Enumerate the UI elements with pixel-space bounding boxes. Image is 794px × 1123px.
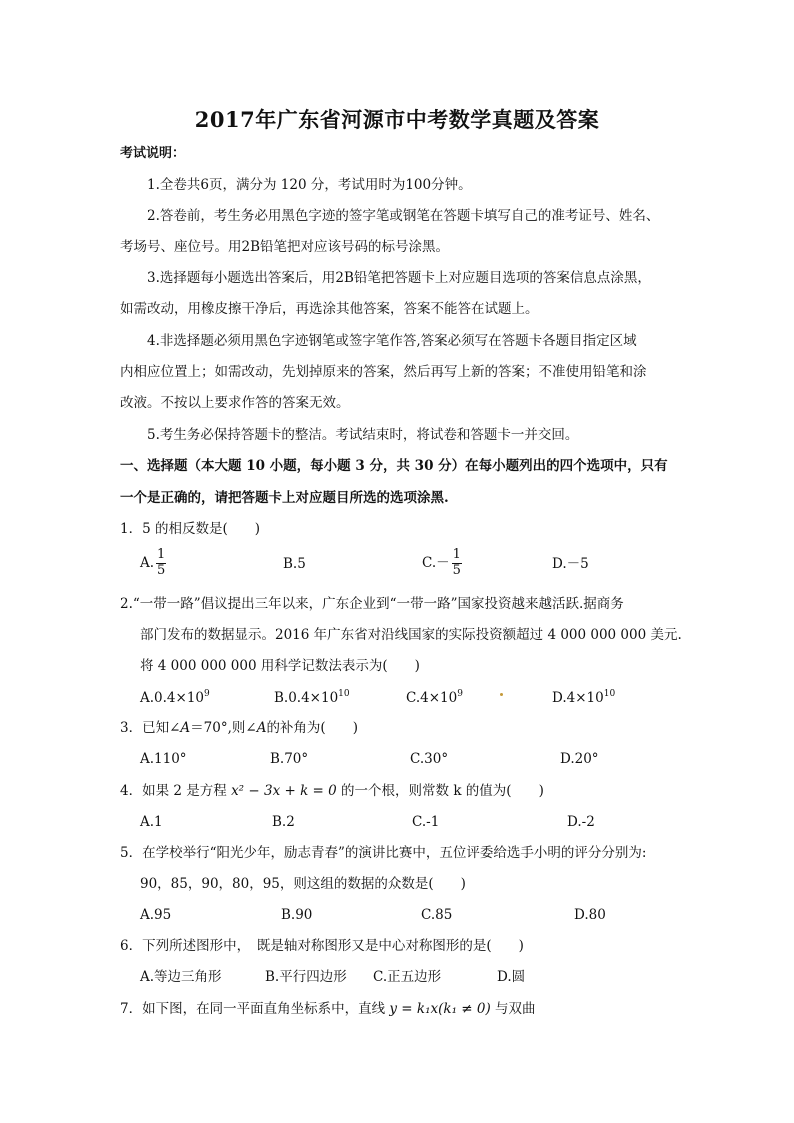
q7-stem-post: 与双曲	[490, 1001, 536, 1017]
q6-option-d: D.圆	[497, 969, 526, 985]
q4-stem	[120, 783, 544, 799]
q2-a-base: A.0.4×10	[140, 690, 204, 706]
section1-heading-line1: 一、选择题（本大题 10 小题，每小题 3 分，共 30 分）在每小题列出的四个选项中，只有	[120, 458, 668, 474]
q5-option-c: C.85	[421, 907, 453, 923]
q3-stem-mid: ＝70°,则∠	[190, 720, 257, 736]
instruction-2a: 2.答卷前，考生务必用黑色字迹的签字笔或钢笔在答题卡填写自己的准考证号、姓名、	[147, 208, 660, 224]
instruction-3a: 3.选择题每小题选出答案后，用2B铅笔把答题卡上对应题目选项的答案信息点涂黑，	[147, 270, 651, 286]
stray-dot-mark	[500, 693, 503, 696]
q2-a-exponent: 9	[204, 689, 210, 699]
q2-option-a	[140, 689, 210, 706]
q4-option-d: D.-2	[567, 814, 595, 830]
instruction-5: 5.考生务必保持答题卡的整洁。考试结束时，将试卷和答题卡一并交回。	[147, 427, 579, 443]
q2-b-exponent: 10	[338, 689, 350, 699]
q3-var-a2: A	[256, 720, 267, 736]
instruction-1: 1.全卷共6页，满分为 120 分，考试用时为100分钟。	[147, 177, 472, 193]
q5-option-d: D.80	[574, 907, 606, 923]
q1-c-fraction	[452, 548, 462, 579]
q1-option-d: D.－5	[552, 556, 589, 572]
instruction-3b: 如需改动，用橡皮擦干净后，再选涂其他答案，答案不能答在试题上。	[120, 301, 539, 317]
q6-option-a: A.等边三角形	[140, 969, 222, 985]
section1-heading-line2: 一个是正确的，请把答题卡上对应题目所选的选项涂黑.	[120, 490, 449, 506]
q2-d-base: D.4×10	[552, 690, 604, 706]
q1-option-c	[422, 548, 464, 579]
q2-option-d	[552, 689, 615, 706]
instruction-4b: 内相应位置上；如需改动，先划掉原来的答案，然后再写上新的答案；不准使用铅笔和涂	[120, 364, 647, 380]
q2-b-base: B.0.4×10	[274, 690, 339, 706]
instruction-4a: 4.非选择题必须用黑色字迹钢笔或签字笔作答,答案必须写在答题卡各题目指定区域	[147, 333, 637, 349]
q5-option-a: A.95	[140, 907, 172, 923]
q7-stem-pre: 7．如下图，在同一平面直角坐标系中，直线	[120, 1001, 390, 1017]
q3-option-a: A.110°	[140, 751, 187, 767]
instruction-4c: 改液。不按以上要求作答的答案无效。	[120, 395, 350, 411]
instruction-2b: 考场号、座位号。用2B铅笔把对应该号码的标号涂黑。	[120, 239, 450, 255]
q2-d-exponent: 10	[603, 689, 616, 699]
q4-option-b: B.2	[272, 814, 295, 830]
q3-option-c: C.30°	[410, 751, 449, 767]
q1-a-fraction	[156, 548, 166, 579]
q3-option-d: D.20°	[560, 751, 599, 767]
q4-option-a: A.1	[140, 814, 163, 830]
q5-line2: 90，85，90，80，95，则这组的数据的众数是( )	[140, 876, 466, 892]
q4-stem-pre: 4．如果 2 是方程	[120, 783, 232, 799]
q3-option-b: B.70°	[270, 751, 309, 767]
page-title: 2017年广东省河源市中考数学真题及答案	[194, 107, 600, 132]
q1-a-denominator: 5	[157, 562, 166, 578]
q6-option-b: B.平行四边形	[265, 969, 347, 985]
q1-option-a	[140, 548, 168, 579]
q1-a-prefix: A.	[140, 554, 155, 571]
q1-c-numerator: 1	[452, 547, 461, 562]
q2-c-exponent: 9	[457, 689, 463, 699]
q1-stem: 1．5 的相反数是( )	[120, 521, 261, 537]
q2-line3: 将 4 000 000 000 用科学记数法表示为( )	[140, 658, 420, 674]
q3-stem-post: 的补角为( )	[266, 720, 358, 736]
q1-c-denominator: 5	[452, 562, 461, 578]
q7-equation: y = k₁x(k₁ ≠ 0)	[389, 1001, 491, 1017]
q6-option-c: C.正五边形	[373, 969, 442, 985]
q6-stem: 6．下列所述图形中， 既是轴对称图形又是中心对称图形的是( )	[120, 938, 524, 954]
q5-option-b: B.90	[281, 907, 313, 923]
q1-a-numerator: 1	[157, 547, 166, 562]
q3-stem	[120, 720, 358, 736]
q1-option-b: B.5	[283, 556, 306, 572]
q2-c-base: C.4×10	[406, 690, 458, 706]
q4-equation: x² − 3x + k = 0	[231, 783, 337, 799]
q2-line1: 2.“一带一路”倡议提出三年以来，广东企业到“一带一路”国家投资越来越活跃.据商务	[120, 596, 624, 612]
q2-option-b	[274, 689, 350, 706]
q7-stem	[120, 1001, 536, 1017]
q3-var-a: A	[180, 720, 191, 736]
q2-option-c	[406, 689, 463, 706]
q5-line1: 5．在学校举行“阳光少年，励志青春”的演讲比赛中，五位评委给选手小明的评分分别为:	[120, 845, 647, 861]
instructions-heading: 考试说明：	[120, 146, 186, 161]
q4-option-c: C.-1	[412, 814, 440, 830]
q3-stem-pre: 3．已知∠	[120, 720, 181, 736]
q4-stem-post: 的一个根，则常数 k 的值为( )	[336, 783, 544, 799]
q1-c-prefix: C.－	[422, 554, 450, 571]
q2-line2: 部门发布的数据显示。2016 年广东省对沿线国家的实际投资额超过 4 000 000 000 美元.	[140, 627, 682, 643]
